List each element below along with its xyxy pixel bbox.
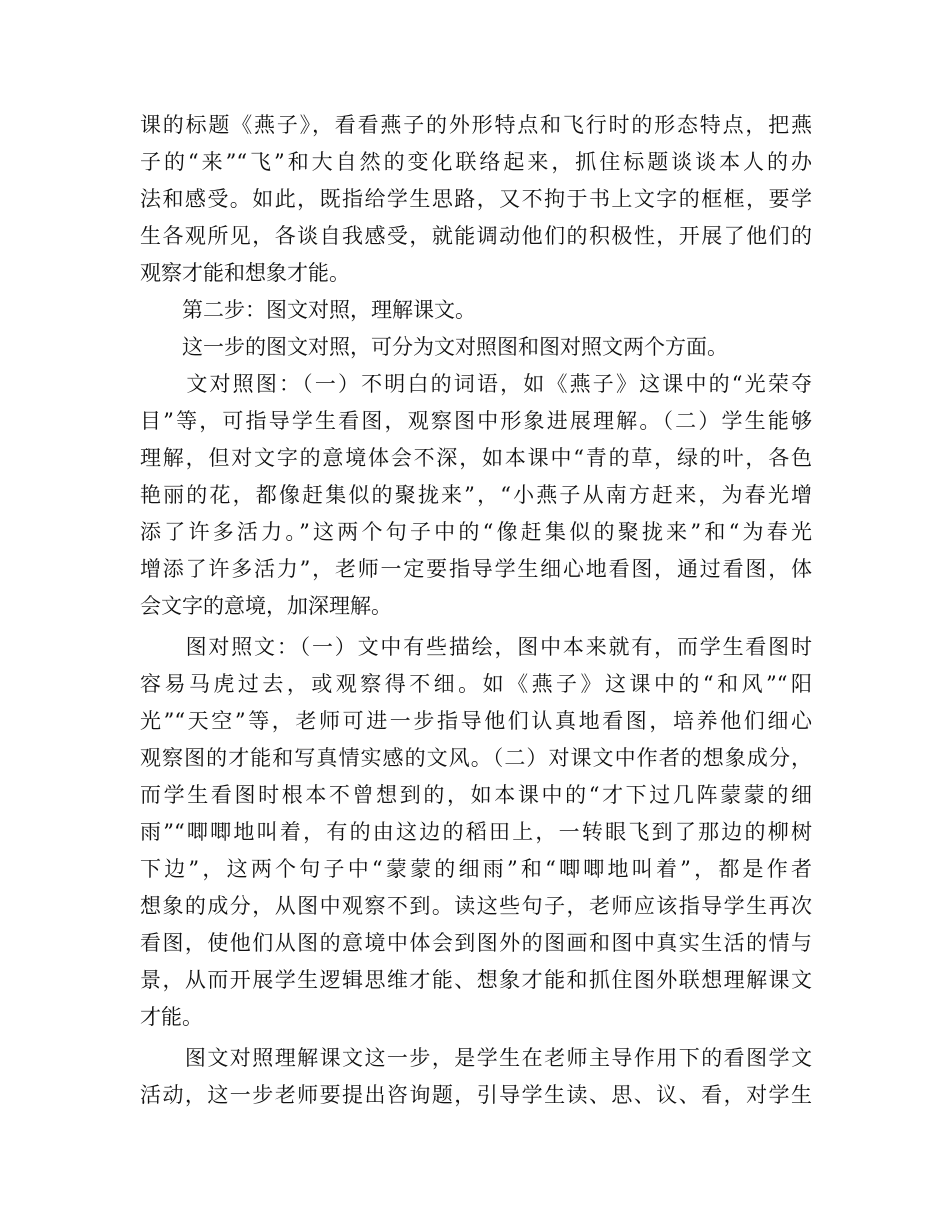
text-line: 下边”，这两个句子中“蒙蒙的细雨”和“唧唧地叫着”，都是作者 <box>140 857 812 881</box>
document-page <box>140 107 812 1114</box>
text-line: 子的“来”“飞”和大自然的变化联络起来，抓住标题谈谈本人的办 <box>140 150 812 174</box>
text-line: 生各观所见，各谈自我感受，就能调动他们的积极性，开展了他们的 <box>140 224 812 248</box>
text-line: 活动，这一步老师要提出咨询题，引导学生读、思、议、看，对学生 <box>140 1083 812 1107</box>
text-line: 这一步的图文对照，可分为文对照图和图对照文两个方面。 <box>140 335 728 359</box>
text-line: 光”“天空”等，老师可进一步指导他们认真地看图，培养他们细心 <box>140 709 812 733</box>
text-line: 文对照图：（一）不明白的词语，如《燕子》这课中的“光荣夺 <box>140 372 812 396</box>
text-line: 目”等，可指导学生看图，观察图中形象进展理解。（二）学生能够 <box>140 409 812 433</box>
text-line: 图文对照理解课文这一步，是学生在老师主导作用下的看图学文 <box>140 1046 812 1070</box>
text-line: 课的标题《燕子》，看看燕子的外形特点和飞行时的形态特点，把燕 <box>140 113 812 137</box>
text-line: 看图，使他们从图的意境中体会到图外的图画和图中真实生活的情与 <box>140 931 812 955</box>
text-line: 景，从而开展学生逻辑思维才能、想象才能和抓住图外联想理解课文 <box>140 968 812 992</box>
paragraph-4 <box>140 366 812 625</box>
text-line: 会文字的意境，加深理解。 <box>140 594 392 618</box>
text-line: 想象的成分，从图中观察不到。读这些句子，老师应该指导学生再次 <box>140 894 812 918</box>
text-line: 艳丽的花，都像赶集似的聚拢来”，“小燕子从南方赶来，为春光增 <box>140 483 812 507</box>
paragraph-6 <box>140 1040 812 1114</box>
text-line: 而学生看图时根本不曾想到的，如本课中的“才下过几阵蒙蒙的细 <box>140 783 812 807</box>
text-line: 观察图的才能和写真情实感的文风。（二）对课文中作者的想象成分， <box>140 746 812 770</box>
text-line: 理解，但对文字的意境体会不深，如本课中“青的草，绿的叶，各色 <box>140 446 812 470</box>
text-line: 观察才能和想象才能。 <box>140 261 350 285</box>
text-line: 第二步：图文对照，理解课文。 <box>140 298 476 322</box>
text-line: 增添了许多活力”，老师一定要指导学生细心地看图，通过看图，体 <box>140 557 812 581</box>
text-line: 容易马虎过去，或观察得不细。如《燕子》这课中的“和风”“阳 <box>140 672 812 696</box>
text-line: 图对照文：（一）文中有些描绘，图中本来就有，而学生看图时 <box>140 635 812 659</box>
text-line: 才能。 <box>140 1005 203 1029</box>
paragraph-5 <box>140 629 812 1036</box>
paragraph-2 <box>140 292 812 329</box>
paragraph-1 <box>140 107 812 292</box>
paragraph-3 <box>140 329 812 366</box>
text-line: 法和感受。如此，既指给学生思路，又不拘于书上文字的框框，要学 <box>140 187 812 211</box>
text-line: 添了许多活力。”这两个句子中的“像赶集似的聚拢来”和“为春光 <box>140 520 812 544</box>
text-line: 雨”“唧唧地叫着，有的由这边的稻田上，一转眼飞到了那边的柳树 <box>140 820 812 844</box>
